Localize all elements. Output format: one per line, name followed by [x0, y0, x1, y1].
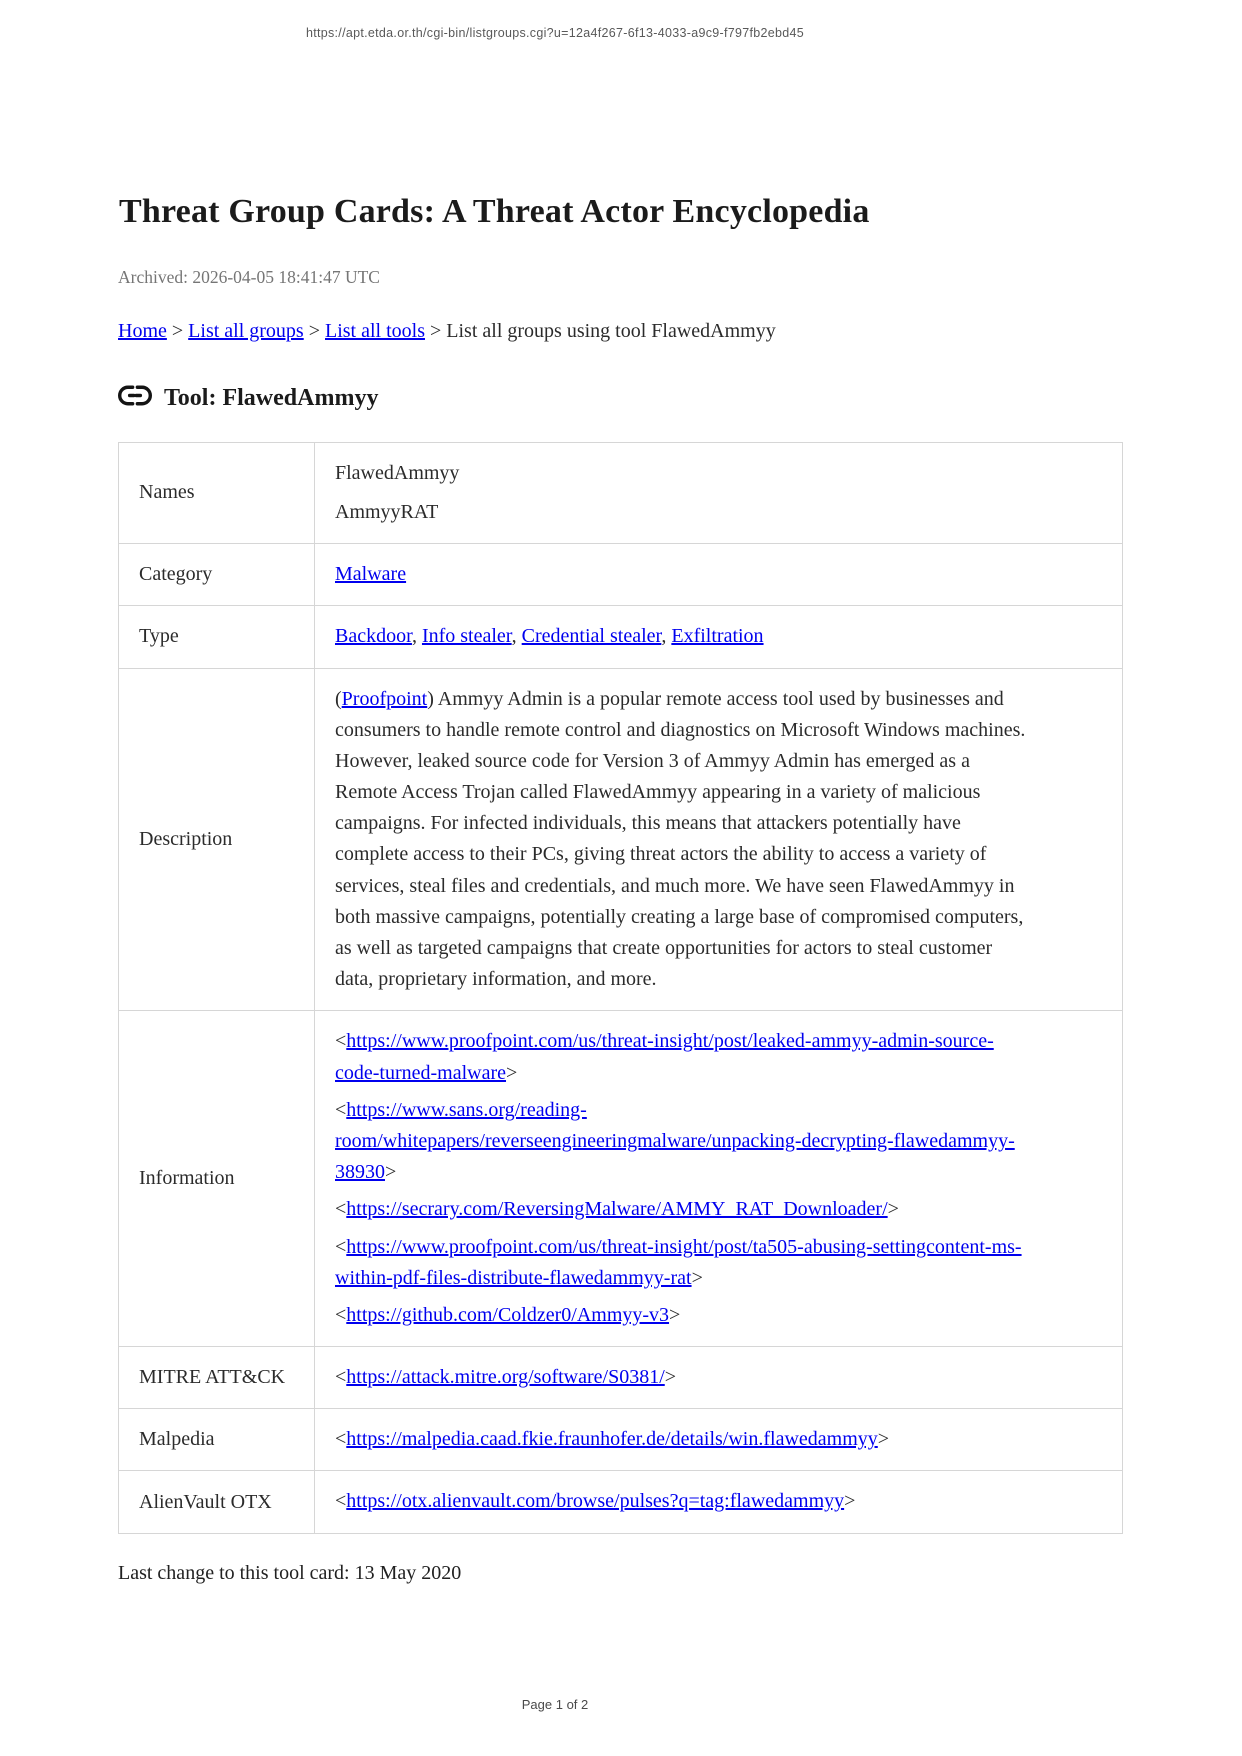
table-row-malpedia — [119, 1409, 1123, 1471]
value-line: AmmyyRAT — [335, 500, 439, 523]
tool-heading-label: Tool: FlawedAmmyy — [164, 384, 379, 411]
external-link[interactable]: https://secrary.com/ReversingMalware/AMMY_RAT_Downloader/ — [346, 1198, 888, 1221]
value-line: FlawedAmmyy — [335, 461, 460, 484]
external-link[interactable]: https://www.sans.org/reading-room/whitepapers/reverseengineeringmalware/unpacking-decrypting-flawedammyy-38930 — [335, 1098, 1015, 1184]
text-segment: ) Ammyy Admin is a popular remote access tool used by businesses and consumers to handle remote control and diagnostics on Microsoft Windows machines. However, leaked source code for Version 3 of Ammyy Admin has emerged as a Remote Access Trojan called FlawedAmmyy appearing in a variety of malicious campaigns. For infected individuals, this means that attackers potentially have complete access to their PCs, giving threat actors the ability to access a variety of services, steal files and credentials, and much more. We have seen FlawedAmmyy in both massive campaigns, potentially creating a large base of compromised computers, as well as targeted campaigns that create opportunities for actors to steal customer data, proprietary information, and more. — [335, 687, 1026, 991]
last-change-note: Last change to this tool card: 13 May 2020 — [118, 1561, 462, 1584]
tool-card-table — [118, 442, 1123, 1534]
breadcrumb-separator: > — [303, 319, 325, 342]
row-label: Names — [119, 442, 315, 543]
angle-bracket-close: > — [506, 1061, 518, 1084]
archived-timestamp: Archived: 2026-04-05 18:41:47 UTC — [118, 266, 380, 287]
url-line — [335, 1095, 1027, 1189]
angle-bracket-open: < — [335, 1366, 347, 1389]
row-value — [315, 1409, 1123, 1471]
breadcrumb-separator: > — [425, 319, 447, 342]
row-label: Description — [119, 668, 315, 1011]
text-segment: , — [661, 625, 672, 648]
angle-bracket-close: > — [664, 1366, 677, 1389]
row-value — [315, 1011, 1123, 1347]
angle-bracket-close: > — [877, 1428, 890, 1451]
angle-bracket-open: < — [335, 1490, 347, 1513]
table-row-mitre-att-ck — [119, 1347, 1123, 1409]
breadcrumb-link[interactable]: List all groups — [188, 319, 304, 342]
url-line — [335, 1362, 1027, 1393]
table-row-category — [119, 544, 1123, 606]
value-paragraph — [335, 684, 1027, 996]
angle-bracket-open: < — [335, 1098, 347, 1121]
row-label: Information — [119, 1011, 315, 1347]
inline-link[interactable]: Backdoor — [335, 625, 412, 648]
url-line — [335, 1232, 1027, 1294]
text-segment: , — [411, 625, 422, 648]
row-value — [315, 1471, 1123, 1533]
angle-bracket-close: > — [669, 1303, 681, 1326]
row-value — [315, 1347, 1123, 1409]
table-row-type — [119, 606, 1123, 668]
external-link[interactable]: https://attack.mitre.org/software/S0381/ — [346, 1366, 665, 1389]
row-value — [315, 544, 1123, 606]
inline-link[interactable]: Malware — [335, 563, 407, 586]
value-paragraph — [335, 621, 1027, 652]
breadcrumb-separator: > — [166, 319, 189, 342]
text-segment: , — [511, 625, 522, 648]
angle-bracket-close: > — [691, 1266, 703, 1289]
table-row-description — [119, 668, 1123, 1011]
row-label: Type — [119, 606, 315, 668]
row-value — [315, 668, 1123, 1011]
text-segment: ( — [335, 687, 342, 710]
value-paragraph — [335, 559, 1027, 590]
row-value — [315, 606, 1123, 668]
breadcrumb-current: List all groups using tool FlawedAmmyy — [446, 319, 776, 342]
external-link[interactable]: https://www.proofpoint.com/us/threat-insight/post/leaked-ammyy-admin-source-code-turned-malware — [335, 1030, 994, 1084]
page-content — [118, 0, 1124, 1585]
table-row-names — [119, 442, 1123, 543]
external-link[interactable]: https://malpedia.caad.fkie.fraunhofer.de/details/win.flawedammyy — [346, 1428, 878, 1451]
row-label: Malpedia — [119, 1409, 315, 1471]
url-line — [335, 1424, 1027, 1455]
angle-bracket-open: < — [335, 1198, 347, 1221]
angle-bracket-open: < — [335, 1030, 347, 1053]
row-label: AlienVault OTX — [119, 1471, 315, 1533]
angle-bracket-close: > — [385, 1161, 397, 1184]
breadcrumb — [118, 320, 1124, 343]
page-number: Page 1 of 2 — [521, 1697, 589, 1712]
print-header-url: https://apt.etda.or.th/cgi-bin/listgroups.cgi?u=12a4f267-6f13-4033-a9c9-f797fb2ebd45 — [305, 26, 805, 40]
angle-bracket-open: < — [335, 1428, 347, 1451]
url-line — [335, 1486, 1027, 1517]
table-row-information — [119, 1011, 1123, 1347]
angle-bracket-close: > — [844, 1490, 856, 1513]
external-link[interactable]: https://github.com/Coldzer0/Ammyy-v3 — [346, 1303, 670, 1326]
angle-bracket-close: > — [887, 1198, 899, 1221]
page-title: Threat Group Cards: A Threat Actor Encyclopedia — [119, 193, 870, 230]
angle-bracket-open: < — [335, 1303, 347, 1326]
url-line — [335, 1194, 1027, 1225]
external-link[interactable]: https://otx.alienvault.com/browse/pulses?q=tag:flawedammyy — [346, 1490, 845, 1513]
table-row-alienvault-otx — [119, 1471, 1123, 1533]
angle-bracket-open: < — [335, 1235, 347, 1258]
external-link[interactable]: https://www.proofpoint.com/us/threat-insight/post/ta505-abusing-settingcontent-ms-within-pdf-files-distribute-flawedammyy-rat — [335, 1235, 1022, 1289]
inline-link[interactable]: Info stealer — [421, 625, 512, 648]
row-value — [315, 442, 1123, 543]
breadcrumb-link[interactable]: Home — [118, 319, 167, 342]
inline-link[interactable]: Proofpoint — [341, 687, 428, 710]
row-label: Category — [119, 544, 315, 606]
url-line — [335, 1300, 1027, 1331]
row-label: MITRE ATT&CK — [119, 1347, 315, 1409]
inline-link[interactable]: Exfiltration — [671, 625, 764, 648]
chain-link-icon[interactable] — [118, 384, 152, 407]
breadcrumb-link[interactable]: List all tools — [325, 319, 425, 342]
print-footer — [0, 1697, 1110, 1712]
tool-heading — [118, 385, 1124, 412]
url-line — [335, 1026, 1027, 1088]
inline-link[interactable]: Credential stealer — [521, 625, 662, 648]
